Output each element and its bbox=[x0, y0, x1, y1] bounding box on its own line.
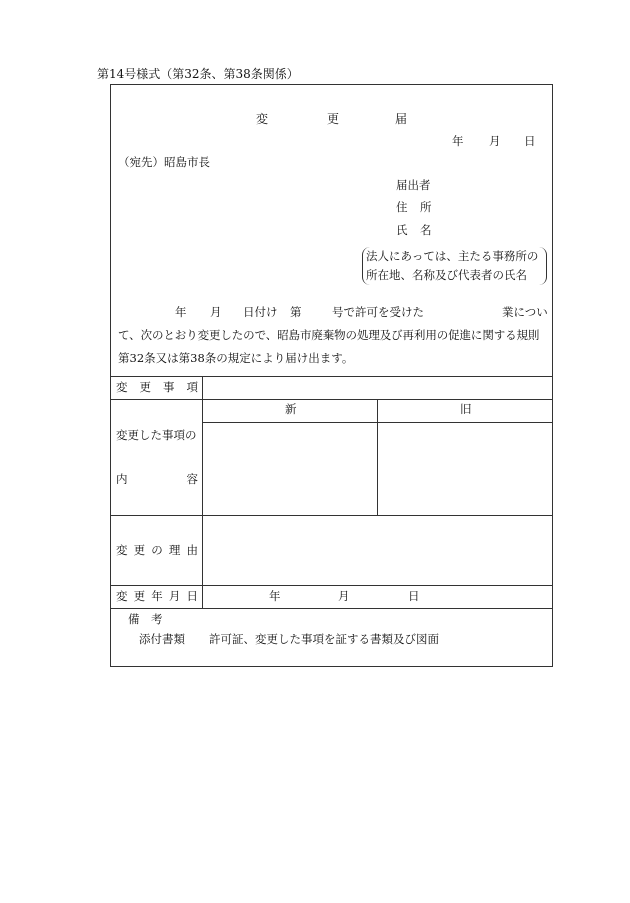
column-new-header: 新 bbox=[285, 402, 297, 416]
body-line-3: 第32条又は第38条の規定により届け出ます。 bbox=[118, 351, 354, 365]
changed-content-label-char: 容 bbox=[186, 472, 198, 486]
submission-day-label: 日 bbox=[524, 134, 536, 148]
form-number: 第14号様式（第32条、第38条関係） bbox=[97, 67, 299, 81]
body-day: 日付け bbox=[243, 305, 278, 319]
form-title-char-3: 届 bbox=[395, 112, 408, 126]
change-reason-label-char: 理 bbox=[168, 543, 181, 557]
change-date-month: 月 bbox=[338, 589, 350, 603]
change-date-label-char: 年 bbox=[151, 589, 163, 603]
applicant-name-label-1: 氏 bbox=[396, 223, 408, 237]
form-title-char-2: 更 bbox=[327, 112, 340, 126]
table-line-top bbox=[110, 376, 553, 377]
body-business-text: 業につい bbox=[502, 305, 548, 319]
change-date-label bbox=[116, 591, 198, 603]
table-line-item bbox=[110, 399, 553, 400]
attachment-label: 添付書類 bbox=[139, 632, 185, 646]
change-date-day: 日 bbox=[408, 589, 420, 603]
change-reason-label-char: 変 bbox=[116, 543, 128, 557]
remarks-label-char-1: 備 bbox=[128, 612, 140, 626]
table-line-date bbox=[110, 608, 553, 609]
change-reason-label-char: 更 bbox=[133, 543, 146, 557]
changed-content-label-char: 内 bbox=[116, 472, 128, 486]
corporate-note-line-2: 所在地、名称及び代表者の氏名 bbox=[366, 268, 527, 282]
body-number-prefix: 第 bbox=[290, 305, 302, 319]
attachment-text: 許可証、変更した事項を証する書類及び図面 bbox=[209, 632, 439, 646]
table-line-content bbox=[110, 515, 553, 516]
changed-content-label-line-2 bbox=[116, 474, 198, 486]
body-permit-text: 号で許可を受けた bbox=[332, 305, 424, 319]
change-item-label bbox=[116, 382, 198, 394]
table-label-column-divider bbox=[202, 376, 203, 608]
change-date-year: 年 bbox=[269, 589, 281, 603]
applicant-address-label-2: 所 bbox=[420, 200, 432, 214]
applicant-name-label-2: 名 bbox=[420, 223, 432, 237]
change-date-label-char: 日 bbox=[186, 589, 198, 603]
body-month: 月 bbox=[210, 305, 222, 319]
corporate-note-line-1: 法人にあっては、主たる事務所の bbox=[366, 249, 539, 263]
body-year: 年 bbox=[175, 305, 187, 319]
change-item-label-char: 項 bbox=[186, 380, 198, 394]
body-line-2: て、次のとおり変更したので、昭島市廃棄物の処理及び再利用の促進に関する規則 bbox=[118, 328, 540, 342]
column-old-header: 旧 bbox=[460, 402, 472, 416]
change-date-label-char: 更 bbox=[133, 589, 146, 603]
change-item-label-char: 更 bbox=[139, 380, 151, 394]
remarks-label-char-2: 考 bbox=[151, 612, 163, 626]
table-new-old-divider bbox=[377, 399, 378, 515]
change-reason-label-char: の bbox=[151, 543, 163, 557]
change-reason-label bbox=[116, 545, 198, 557]
submission-year-label: 年 bbox=[452, 134, 464, 148]
form-title-char-1: 変 bbox=[256, 112, 269, 126]
change-reason-label-char: 由 bbox=[186, 543, 198, 557]
addressee: （宛先）昭島市長 bbox=[118, 155, 210, 169]
change-date-label-char: 変 bbox=[116, 589, 128, 603]
change-item-label-char: 事 bbox=[163, 380, 175, 394]
applicant-address-label-1: 住 bbox=[396, 200, 408, 214]
change-item-label-char: 変 bbox=[116, 380, 128, 394]
change-date-label-char: 月 bbox=[168, 589, 181, 603]
submission-month-label: 月 bbox=[489, 134, 501, 148]
table-line-reason bbox=[110, 585, 553, 586]
changed-content-label-line-1: 変更した事項の bbox=[116, 428, 197, 442]
applicant-label: 届出者 bbox=[396, 178, 431, 192]
